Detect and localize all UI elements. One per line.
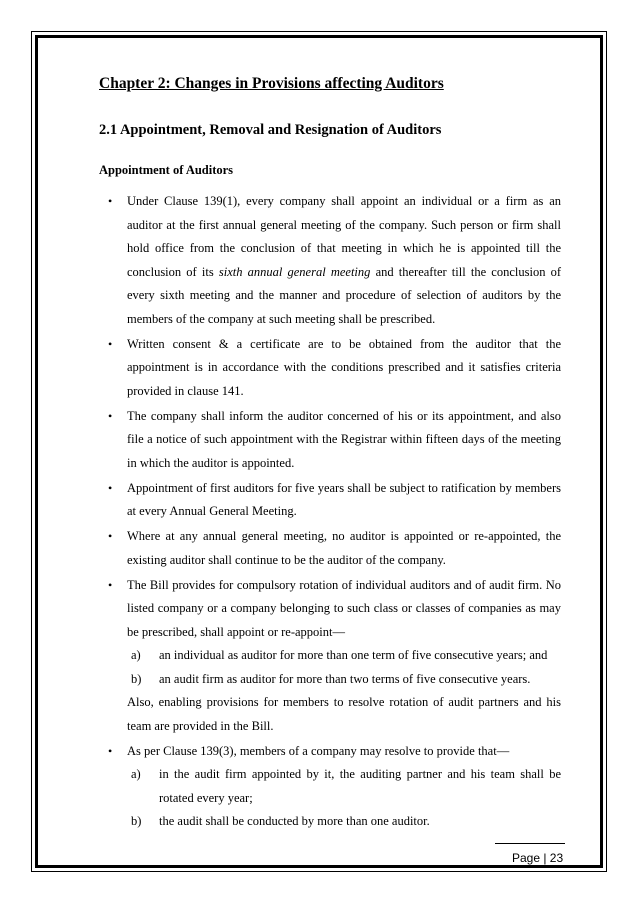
page-number: Page | 23 [512,851,564,865]
subheading: Appointment of Auditors [99,163,234,177]
bullet-text: The company shall inform the auditor concerned of his or its appointment, and also file a notice of such appointment with the Registrar within fifteen days of the meeting in which the auditor is appointed. [127,408,561,470]
bullet-text: Written consent & a certificate are to be obtained from the auditor that the appointment is in accordance with the conditions prescribed and it satisfies criteria provided in clause 141. [127,336,561,398]
sub-item-marker: a) [131,648,141,662]
sub-list-item [127,668,561,692]
list-item [99,333,561,404]
bullet-icon: • [108,194,113,208]
sub-item-text: an individual as auditor for more than one term of five consecutive years; and [159,648,548,662]
bullet-text: The Bill provides for compulsory rotation of individual auditors and of audit firm. No listed company or a company belonging to such class or classes of companies as may be prescribed, shall appoint or re-appoint— [127,577,561,639]
sub-item-marker: b) [131,671,142,686]
bullet-text: As per Clause 139(3), members of a company may resolve to provide that— [127,743,510,758]
sub-list-item [127,763,561,810]
sub-list [127,644,561,691]
sub-item-text: an audit firm as auditor for more than two terms of five consecutive years. [159,671,531,686]
bullet-icon: • [108,408,113,423]
list-item [99,740,561,834]
bullet-followup-text: Also, enabling provisions for members to resolve rotation of audit partners and his team are provided in the Bill. [127,695,561,733]
sub-list [127,763,561,834]
emphasis-text: sixth annual general meeting [218,264,371,279]
bullet-icon: • [108,529,113,543]
list-item [99,477,561,524]
sub-list-item [127,644,561,668]
bullet-text-continued: and thereafter till the conclusion of every sixth meeting and the manner and procedure of selection of auditors by the members of the company at such meeting shall be prescribed. [127,264,562,326]
bullet-list [99,190,561,835]
chapter-title: Chapter 2: Changes in Provisions affecting Auditors [99,75,444,92]
list-item [99,405,561,476]
sub-item-text: in the audit firm appointed by it, the auditing partner and his team shall be rotated every year; [159,767,561,805]
sub-item-marker: a) [131,767,141,781]
sub-list-item [127,810,561,834]
bullet-text: Where at any annual general meeting, no auditor is appointed or re-appointed, the existing auditor shall continue to be the auditor of the company. [127,529,561,567]
section-title: 2.1 Appointment, Removal and Resignation of Auditors [99,122,442,138]
bullet-text: Under Clause 139(1), every company shall appoint an individual or a firm as an auditor at the first annual general meeting of the company. Such person or firm shall hold office from the conclusion of that meeting in which he is appointed till the conclusion of its [127,194,561,279]
bullet-icon: • [108,743,113,758]
bullet-icon: • [108,480,113,495]
list-item [99,574,561,739]
list-item [99,525,561,572]
bullet-icon: • [108,577,113,592]
bullet-text: Appointment of first auditors for five years shall be subject to ratification by members at every Annual General Meeting. [127,480,561,518]
footer-rule [495,843,565,844]
bullet-icon: • [108,336,113,351]
sub-item-text: the audit shall be conducted by more than one auditor. [159,814,430,828]
list-item [99,190,561,331]
sub-item-marker: b) [131,814,142,828]
